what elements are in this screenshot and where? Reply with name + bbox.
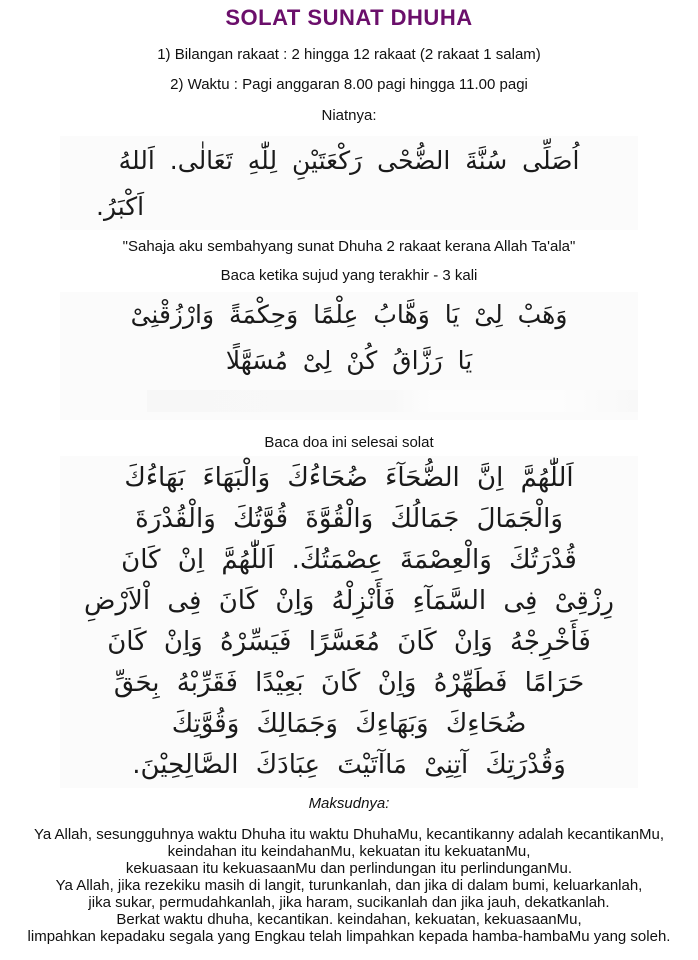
niat-label: Niatnya:: [321, 107, 377, 124]
doa-arabic-line-4: رِزْقِىْ فِى السَّمَآءِ فَأَنْزِلْهُ وَاِنْ كَانَ فِى اْلاَرْضِ: [84, 586, 614, 616]
sujud-instruction-label: Baca ketika sujud yang terakhir - 3 kali: [220, 267, 478, 284]
doa-arabic-line-1: اَللّٰهُمَّ اِنَّ الضُّحَآءَ ضُحَاءُكَ وَالْبَهَاءَ بَهَاءُكَ: [124, 463, 574, 493]
maksud-label: Maksudnya:: [308, 795, 390, 812]
page-title: SOLAT SUNAT DHUHA: [225, 5, 473, 30]
maksud-line: limpahkan kepadaku segala yang Engkau telah limpahkan kepada hamba-hambaMu yang soleh.: [27, 928, 671, 945]
doa-arabic-image: [60, 456, 638, 788]
sujud-arabic-image: [60, 292, 638, 420]
maksud-line: Ya Allah, jika rezekiku masih di langit, turunkanlah, dan jika di dalam bumi, keluarkanlah,: [55, 877, 643, 894]
doa-arabic-line-3: قُدْرَتُكَ وَالْعِصْمَةَ عِصْمَتُكَ. اَللّٰهُمَّ اِنْ كَانَ: [121, 545, 577, 575]
doa-arabic-line-7: ضُحَاءِكَ وَبَهَاءِكَ وَجَمَالِكَ وَقُوَّتِكَ: [171, 709, 527, 739]
niat-arabic-line-1: اُصَلِّى سُنَّةَ الضُّحْى رَكْعَتَيْنِ لِلّٰهِ تَعَالٰى. اَللهُ: [118, 146, 580, 175]
sujud-arabic-line-2: يَا رَزَّاقُ كُنْ لِىْ مُسَهَّلًا: [225, 346, 473, 375]
doa-instruction-label: Baca doa ini selesai solat: [264, 434, 434, 451]
maksud-line: Berkat waktu dhuha, kecantikan. keindahan, kekuatan, kekuasaanMu,: [116, 911, 582, 928]
maksud-line: kekuasaan itu kekuasaanMu dan perlindungan itu perlindunganMu.: [125, 860, 573, 877]
niat-arabic-line-2: اَكْبَرُ.: [96, 192, 145, 221]
doa-arabic-line-8: وَقُدْرَتِكَ آتِنِىْ مَاآتَيْتَ عِبَادَكَ الصَّالِحِيْنَ.: [132, 750, 566, 780]
niat-arabic-image: [60, 136, 638, 230]
niat-meaning-text: "Sahaja aku sembahyang sunat Dhuha 2 rakaat kerana Allah Ta'ala": [122, 238, 576, 255]
instruction-waktu: 2) Waktu : Pagi anggaran 8.00 pagi hingga 11.00 pagi: [170, 76, 528, 93]
maksud-line: jika sukar, permudahkanlah, jika haram, sucikanlah dan jika jauh, dekatkanlah.: [88, 894, 610, 911]
doa-arabic-line-2: وَالْجَمَالَ جَمَالُكَ وَالْقُوَّةَ قُوَّتُكَ وَالْقُدْرَةَ: [135, 504, 563, 534]
maksud-line: keindahan itu keindahanMu, kekuatan itu kekuatanMu,: [167, 843, 531, 860]
doa-arabic-line-5: فَأَخْرِجْهُ وَاِنْ كَانَ مُعَسَّرًا فَيَسِّرْهُ وَاِنْ كَانَ: [107, 627, 591, 657]
maksud-line: Ya Allah, sesungguhnya waktu Dhuha itu waktu DhuhaMu, kecantikanny adalah kecantikanMu,: [33, 826, 665, 843]
maksud-paragraph: [0, 826, 698, 945]
sujud-arabic-line-1: وَهَبْ لِىْ يَا وَهَّابُ عِلْمًا وَحِكْمَةً وَارْزُقْنِىْ: [130, 300, 568, 329]
instruction-rakaat: 1) Bilangan rakaat : 2 hingga 12 rakaat (2 rakaat 1 salam): [157, 46, 541, 63]
doa-arabic-line-6: حَرَامًا فَطَهِّرْهُ وَاِنْ كَانَ بَعِيْدًا فَقَرِّبْهُ بِحَقِّ: [113, 668, 585, 698]
scan-artifact: [147, 390, 638, 412]
